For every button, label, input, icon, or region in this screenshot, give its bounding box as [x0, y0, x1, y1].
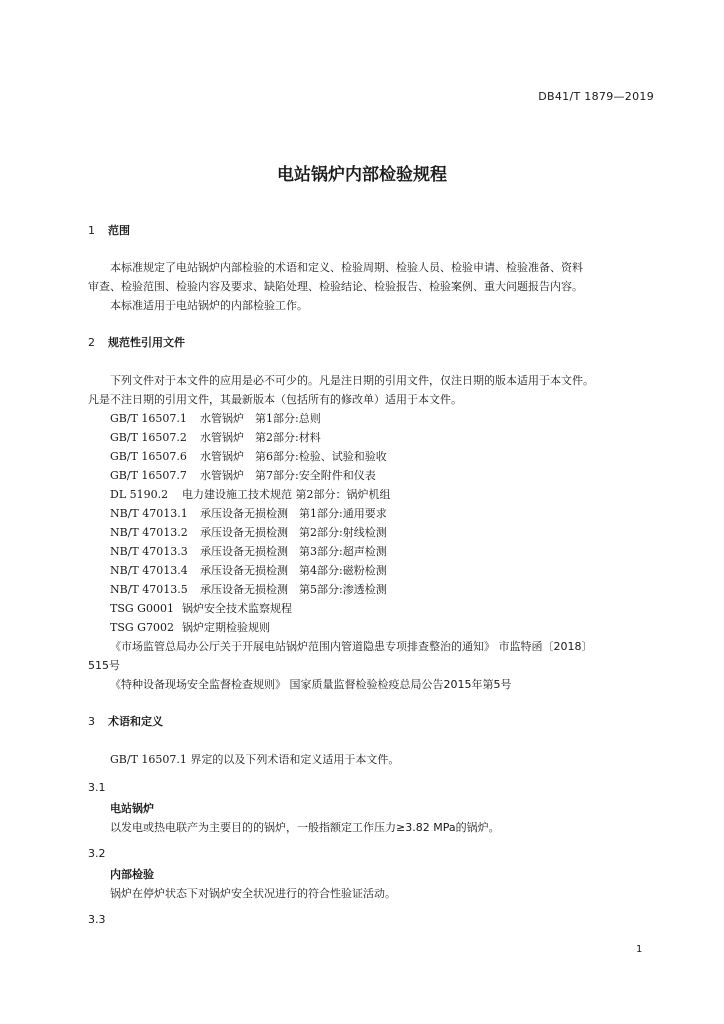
reference-notice-line-1: 《市场监管总局办公厅关于开展电站锅炉范围内管道隐患专项排查整治的通知》 市监特函〔2018〕 — [110, 640, 593, 653]
scope-applicability: 本标准适用于电站锅炉的内部检验工作。 — [110, 299, 308, 312]
clause-number: 3.3 — [88, 913, 106, 926]
reference-item: NB/T 47013.1 承压设备无损检测 第1部分:通用要求 — [110, 507, 387, 520]
section-title: 术语和定义 — [108, 715, 163, 728]
page-number: 1 — [636, 944, 643, 955]
reference-item: NB/T 47013.2 承压设备无损检测 第2部分:射线检测 — [110, 526, 387, 539]
reference-item: NB/T 47013.4 承压设备无损检测 第4部分:磁粉检测 — [110, 564, 387, 577]
reference-item: TSG G0001 锅炉安全技术监察规程 — [110, 602, 292, 615]
scope-paragraph-line-1: 本标准规定了电站锅炉内部检验的术语和定义、检验周期、检验人员、检验申请、检验准备、资料 — [110, 261, 583, 274]
reference-item: GB/T 16507.6 水管锅炉 第6部分:检验、试验和验收 — [110, 450, 387, 463]
reference-item: DL 5190.2 电力建设施工技术规范 第2部分：锅炉机组 — [110, 488, 391, 501]
clause-number: 3.2 — [88, 847, 106, 860]
section-title: 规范性引用文件 — [108, 336, 185, 349]
section-2-heading — [88, 334, 185, 350]
term-heading: 内部检验 — [110, 868, 154, 881]
reference-rules: 《特种设备现场安全监督检查规则》 国家质量监督检验检疫总局公告2015年第5号 — [110, 678, 512, 691]
references-intro-line-1: 下列文件对于本文件的应用是必不可少的。凡是注日期的引用文件，仅注日期的版本适用于本文件。 — [110, 374, 594, 387]
terms-intro: GB/T 16507.1 界定的以及下列术语和定义适用于本文件。 — [110, 753, 400, 766]
section-number: 2 — [88, 336, 95, 349]
section-3-heading — [88, 713, 163, 729]
section-number: 1 — [88, 224, 95, 237]
clause-number: 3.1 — [88, 781, 106, 794]
scope-paragraph-line-2: 审查、检验范围、检验内容及要求、缺陷处理、检验结论、检验报告、检验案例、重大问题报告内容。 — [88, 280, 583, 293]
section-1-heading — [88, 222, 130, 238]
standard-number: DB41/T 1879—2019 — [538, 90, 654, 103]
document-title: 电站锅炉内部检验规程 — [277, 165, 447, 185]
term-definition: 以发电或热电联产为主要目的的锅炉，一般指额定工作压力≥3.82 MPa的锅炉。 — [110, 821, 500, 834]
references-intro-line-2: 凡是不注日期的引用文件，其最新版本（包括所有的修改单）适用于本文件。 — [88, 393, 462, 406]
reference-item: GB/T 16507.7 水管锅炉 第7部分:安全附件和仪表 — [110, 469, 376, 482]
reference-notice-line-2: 515号 — [88, 659, 120, 672]
reference-item: GB/T 16507.1 水管锅炉 第1部分:总则 — [110, 412, 321, 425]
reference-item: GB/T 16507.2 水管锅炉 第2部分:材料 — [110, 431, 321, 444]
section-title: 范围 — [108, 224, 130, 237]
reference-item: NB/T 47013.5 承压设备无损检测 第5部分:渗透检测 — [110, 583, 387, 596]
reference-item: TSG G7002 锅炉定期检验规则 — [110, 621, 270, 634]
section-number: 3 — [88, 715, 95, 728]
term-heading: 电站锅炉 — [110, 802, 154, 815]
term-definition: 锅炉在停炉状态下对锅炉安全状况进行的符合性验证活动。 — [110, 887, 396, 900]
reference-item: NB/T 47013.3 承压设备无损检测 第3部分:超声检测 — [110, 545, 387, 558]
